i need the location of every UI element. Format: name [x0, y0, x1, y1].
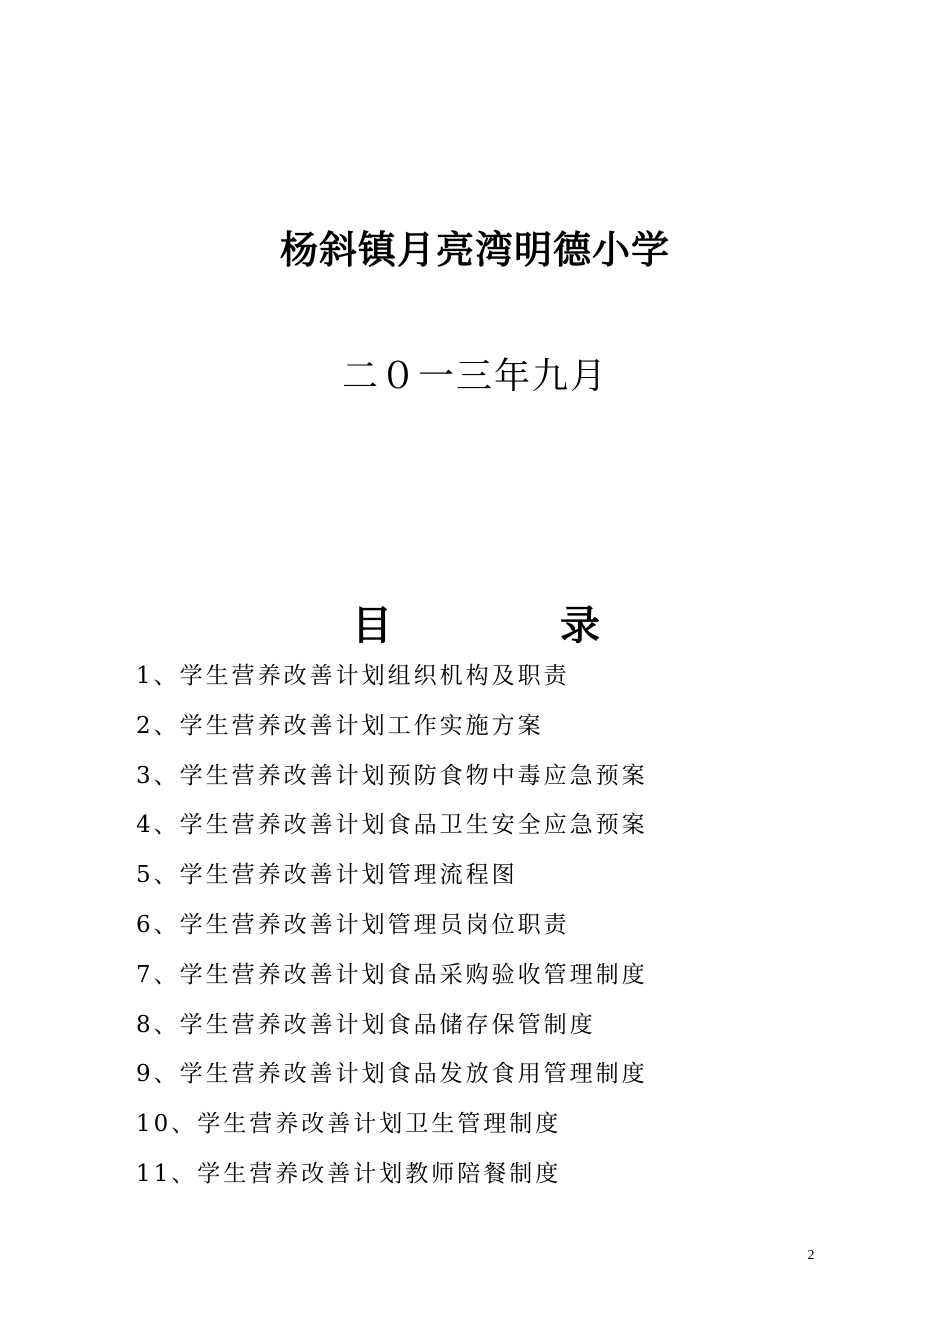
- toc-heading-char-2: 录: [560, 603, 600, 649]
- school-name-title: 杨斜镇月亮湾明德小学: [279, 228, 670, 272]
- toc-item-6: 6、学生营养改善计划管理员岗位职责: [136, 911, 570, 938]
- toc-item-5: 5、学生营养改善计划管理流程图: [136, 862, 518, 889]
- toc-item-1: 1、学生营养改善计划组织机构及职责: [136, 663, 570, 689]
- toc-heading-char-1: 目: [352, 603, 392, 649]
- toc-item-7: 7、学生营养改善计划食品采购验收管理制度: [136, 961, 648, 988]
- toc-item-11: 11、学生营养改善计划教师陪餐制度: [136, 1160, 562, 1187]
- toc-item-9: 9、学生营养改善计划食品发放食用管理制度: [136, 1061, 648, 1088]
- toc-list: [136, 652, 836, 1200]
- toc-item-8: 8、学生营养改善计划食品储存保管制度: [136, 1011, 596, 1038]
- toc-item-2: 2、学生营养改善计划工作实施方案: [136, 712, 544, 739]
- page-number: 2: [807, 1248, 815, 1263]
- toc-heading: [352, 598, 612, 654]
- toc-item-3: 3、学生营养改善计划预防食物中毒应急预案: [136, 762, 648, 789]
- document-date: 二０一三年九月: [341, 356, 608, 397]
- toc-item-10: 10、学生营养改善计划卫生管理制度: [136, 1111, 562, 1138]
- toc-item-4: 4、学生营养改善计划食品卫生安全应急预案: [136, 812, 648, 839]
